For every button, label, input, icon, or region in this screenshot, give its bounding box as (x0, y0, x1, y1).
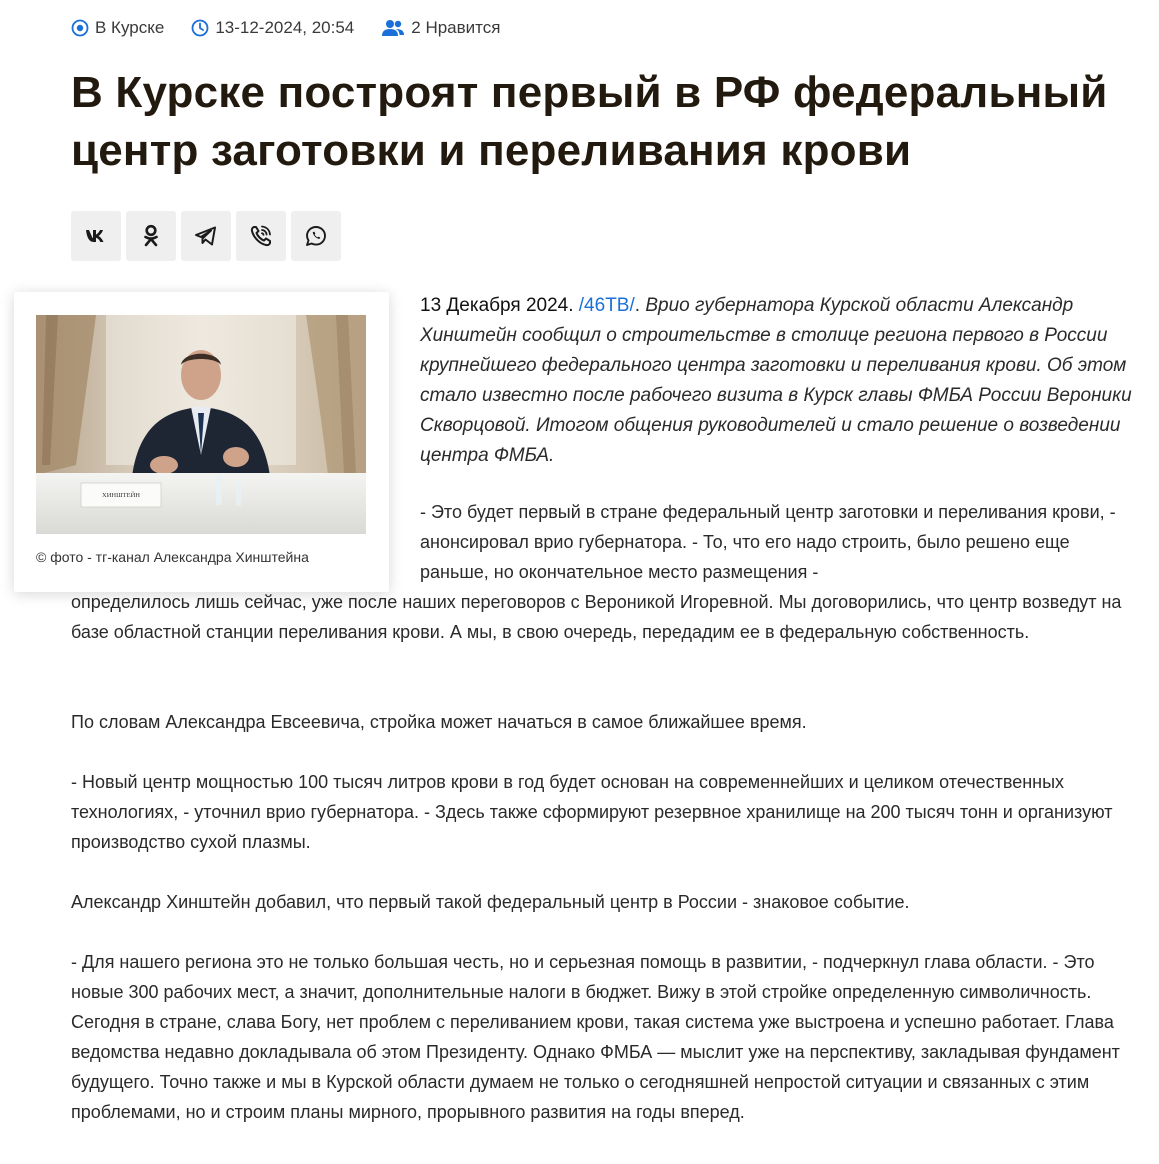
users-icon (381, 19, 405, 37)
telegram-icon (194, 225, 218, 247)
article-title: В Курске построят первый в РФ федеральный центр заготовки и переливания крови (71, 68, 1108, 175)
lead-dot: . (634, 295, 641, 316)
paragraph-4: Александр Хинштейн добавил, что первый такой федеральный центр в России - знаковое событие. (71, 892, 910, 912)
share-vk-button[interactable] (71, 211, 121, 261)
datetime-item (191, 18, 354, 38)
share-whatsapp-button[interactable] (291, 211, 341, 261)
share-bar (71, 211, 346, 261)
paragraph-1-part-1: - Это будет первый в стране федеральный центр заготовки и переливания крови, - анонсировал врио губернатора. - То, что его надо строить, было решено еще раньше, но окончательное место размещения - (420, 502, 1116, 582)
paragraph-1-part-2: определилось лишь сейчас, уже после наших переговоров с Вероникой Игоревной. Мы договорились, что центр возведут на базе областной станции переливания крови. А мы, в свою очередь, передадим ее в федеральную собственность. (71, 592, 1122, 642)
vk-icon (84, 228, 108, 244)
datetime-label: 13-12-2024, 20:54 (215, 18, 355, 37)
likes-label: 2 Нравится (411, 18, 501, 37)
clock-icon (191, 19, 209, 37)
viber-icon (249, 224, 273, 248)
likes-item[interactable] (381, 18, 500, 38)
lead-date: 13 Декабря 2024. (420, 295, 574, 316)
nameplate-text: ХИНШТЕЙН (102, 492, 140, 499)
article-lead (420, 291, 1132, 471)
source-link[interactable]: /46TB/ (578, 295, 635, 316)
paragraph-5: - Для нашего региона это не только большая честь, но и серьезная помощь в развитии, - подчеркнул глава области. - Это новые 300 рабочих мест, а значит, дополнительные налоги в бюджет. Вижу в этой стройке определенную символичность. Сегодня в стране, слава Богу, нет проблем с переливанием крови, такая система уже выстроена и успешно работает. Глава ведомства недавно докладывала об этом Президенту. Однако ФМБА — мыслит уже на перспективу, закладывая фундамент будущего. Точно также и мы в Курской области думаем не только о сегодняшней непростой ситуации и связанных с этим проблемами, но и строим планы мирного, прорывного развития на годы вперед. (71, 952, 1120, 1122)
odnoklassniki-icon (142, 224, 160, 248)
paragraph-2: По словам Александра Евсеевича, стройка может начаться в самое ближайшее время. (71, 712, 807, 732)
article-photo[interactable] (36, 315, 366, 534)
share-telegram-button[interactable] (181, 211, 231, 261)
whatsapp-icon (304, 224, 328, 248)
location-item[interactable] (71, 18, 164, 38)
article-meta (71, 18, 527, 38)
photo-image (36, 315, 366, 534)
location-pin-icon (71, 19, 89, 37)
location-label: В Курске (95, 18, 165, 37)
photo-caption: © фото - тг-канал Александра Хинштейна (36, 549, 309, 565)
lead-text: Врио губернатора Курской области Александр Хинштейн сообщил о строительстве в столице региона первого в России крупнейшего федерального центра заготовки и переливания крови. Об этом стало известно после рабочего визита в Курск главы ФМБА России Вероники Скворцовой. Итогом общения руководителей и стало решение о возведении центра ФМБА. (420, 295, 1132, 466)
share-odnoklassniki-button[interactable] (126, 211, 176, 261)
paragraph-3: - Новый центр мощностью 100 тысяч литров крови в год будет основан на современнейших и целиком отечественных технологиях, - уточнил врио губернатора. - Здесь также сформируют резервное хранилище на 200 тысяч тонн и организуют производство сухой плазмы. (71, 772, 1113, 852)
share-viber-button[interactable] (236, 211, 286, 261)
photo-card (14, 292, 389, 592)
